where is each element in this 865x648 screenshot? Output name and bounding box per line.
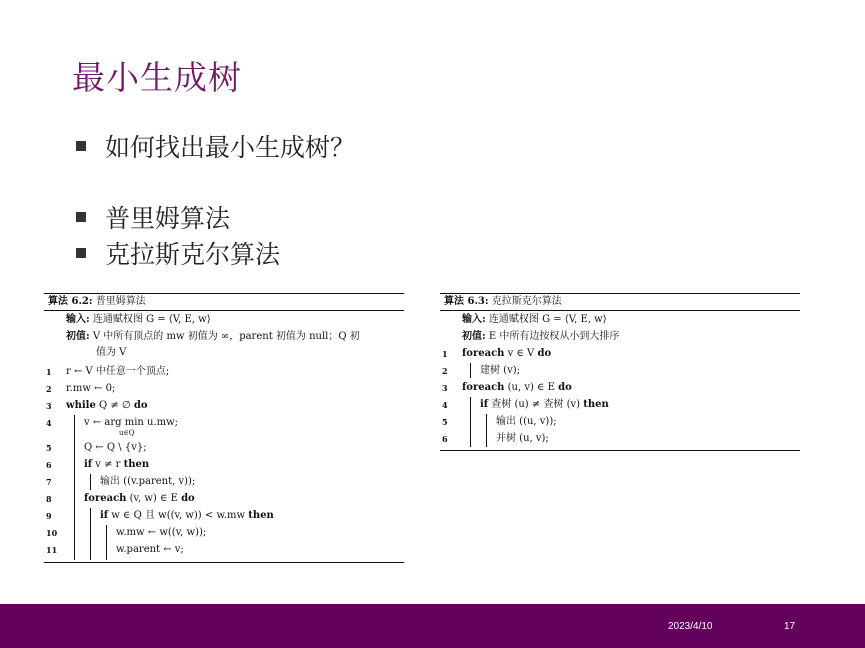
line-number: 4 <box>46 418 52 428</box>
rule-mid <box>440 310 800 311</box>
algorithm-kruskal <box>440 293 800 453</box>
init-label: 初值: <box>462 331 486 342</box>
keyword: foreach <box>84 493 127 504</box>
init-text: V 中所有顶点的 mw 初值为 ∞，parent 初值为 null；Q 初 <box>92 331 360 342</box>
input-line <box>462 315 607 325</box>
code-text: 查树 (u) ≠ 查树 (v) <box>488 399 584 410</box>
block-bar <box>90 474 91 490</box>
line-number: 1 <box>442 349 448 359</box>
keyword: while <box>66 400 96 411</box>
algorithm-name: 克拉斯克尔算法 <box>491 296 562 307</box>
code-line <box>100 477 195 487</box>
code-line <box>496 434 549 444</box>
algorithm-header <box>48 297 146 307</box>
keyword: do <box>133 400 148 411</box>
line-number: 2 <box>46 384 52 394</box>
code-line <box>66 367 169 377</box>
code-text: 输出 ((v.parent, v)); <box>100 476 196 487</box>
algorithm-label: 算法 6.2: <box>48 296 93 307</box>
block-bar <box>486 414 487 447</box>
line-number: 6 <box>46 460 52 470</box>
slide-title: 最小生成树 <box>72 58 242 97</box>
subscript: u∈Q <box>119 429 135 437</box>
line-number: 1 <box>46 367 52 377</box>
bullet-text: 如何找出最小生成树？ <box>105 133 356 162</box>
algorithm-prim <box>44 293 404 563</box>
code-text: Q ≠ ∅ <box>95 400 134 411</box>
square-bullet-icon <box>76 212 86 222</box>
keyword: foreach <box>462 348 505 359</box>
code-text: v ∈ V <box>504 348 538 359</box>
init-label: 初值: <box>66 331 90 342</box>
code-text: r ← V 中任意一个顶点; <box>66 366 170 377</box>
code-line <box>84 418 178 428</box>
bullet-item <box>76 235 280 271</box>
init-text: E 中所有边按权从小到大排序 <box>488 331 620 342</box>
algorithm-header <box>444 297 562 307</box>
init-text-2: 值为 V <box>96 347 127 358</box>
code-line <box>480 366 520 376</box>
bullet-item <box>76 199 230 235</box>
line-number: 5 <box>46 443 52 453</box>
code-line <box>116 545 184 555</box>
code-line <box>100 511 274 521</box>
keyword: if <box>84 459 93 470</box>
bullet-text: 普里姆算法 <box>105 204 231 233</box>
code-line <box>496 417 557 427</box>
code-line <box>462 383 572 393</box>
line-number: 10 <box>46 528 58 538</box>
line-number: 4 <box>442 400 448 410</box>
line-number: 6 <box>442 434 448 444</box>
line-number: 9 <box>46 511 52 521</box>
code-text: 并树 (u, v); <box>496 433 549 444</box>
rule-mid <box>44 310 404 311</box>
footer-date: 2023/4/10 <box>668 621 713 632</box>
input-label: 输入: <box>66 314 90 325</box>
line-number: 2 <box>442 366 448 376</box>
keyword: then <box>123 459 150 470</box>
block-bar <box>470 363 471 378</box>
code-text: 输出 ((u, v)); <box>496 416 557 427</box>
line-number: 11 <box>46 545 58 555</box>
code-line <box>116 528 206 538</box>
line-number: 8 <box>46 494 52 504</box>
keyword: do <box>181 493 195 504</box>
bullet-text: 克拉斯克尔算法 <box>105 240 281 269</box>
square-bullet-icon <box>76 141 86 151</box>
code-text: v ≠ r <box>92 459 124 470</box>
rule-bottom <box>44 562 404 563</box>
block-bar <box>90 508 91 560</box>
line-number: 7 <box>46 477 52 487</box>
rule-top <box>440 293 800 294</box>
init-line <box>462 332 619 342</box>
line-number: 3 <box>442 383 448 393</box>
page-number: 17 <box>784 621 796 632</box>
code-line <box>84 494 195 504</box>
algorithm-name: 普里姆算法 <box>95 296 146 307</box>
init-line <box>66 332 360 342</box>
input-text: 连通赋权图 G = ⟨V, E, w⟩ <box>92 314 211 325</box>
bullet-item <box>76 128 355 164</box>
block-bar <box>106 525 107 560</box>
footer-bar <box>0 604 865 648</box>
code-text: Q ← Q \ {v}; <box>84 442 147 453</box>
rule-top <box>44 293 404 294</box>
code-line <box>480 400 609 410</box>
code-line <box>66 384 115 394</box>
code-line <box>462 349 551 359</box>
keyword: then <box>583 399 609 410</box>
keyword: do <box>537 348 552 359</box>
input-line <box>66 315 211 325</box>
line-number: 3 <box>46 401 52 411</box>
keyword: if <box>480 399 489 410</box>
block-bar <box>470 397 471 447</box>
rule-bottom <box>440 450 800 451</box>
keyword: then <box>248 510 274 521</box>
input-label: 输入: <box>462 314 486 325</box>
code-text: v ← arg min u.mw; <box>84 417 179 428</box>
block-bar <box>74 415 75 560</box>
init-line-2 <box>96 348 126 358</box>
code-text: 建树 (v); <box>480 365 520 376</box>
keyword: do <box>558 382 572 393</box>
code-text: (v, w) ∈ E <box>126 493 182 504</box>
square-bullet-icon <box>76 248 86 258</box>
code-line <box>84 443 147 453</box>
code-text: w.mw ← w((v, w)); <box>116 527 207 538</box>
code-text: w.parent ← v; <box>116 544 184 555</box>
code-line <box>66 401 148 411</box>
input-text: 连通赋权图 G = ⟨V, E, w⟩ <box>488 314 607 325</box>
code-line <box>84 460 149 470</box>
code-text: r.mw ← 0; <box>66 383 116 394</box>
code-text: (u, v) ∈ E <box>504 382 559 393</box>
keyword: if <box>100 510 109 521</box>
algorithm-label: 算法 6.3: <box>444 296 489 307</box>
line-number: 5 <box>442 417 448 427</box>
keyword: foreach <box>462 382 505 393</box>
code-text: w ∈ Q 且 w((v, w)) < w.mw <box>108 510 249 521</box>
